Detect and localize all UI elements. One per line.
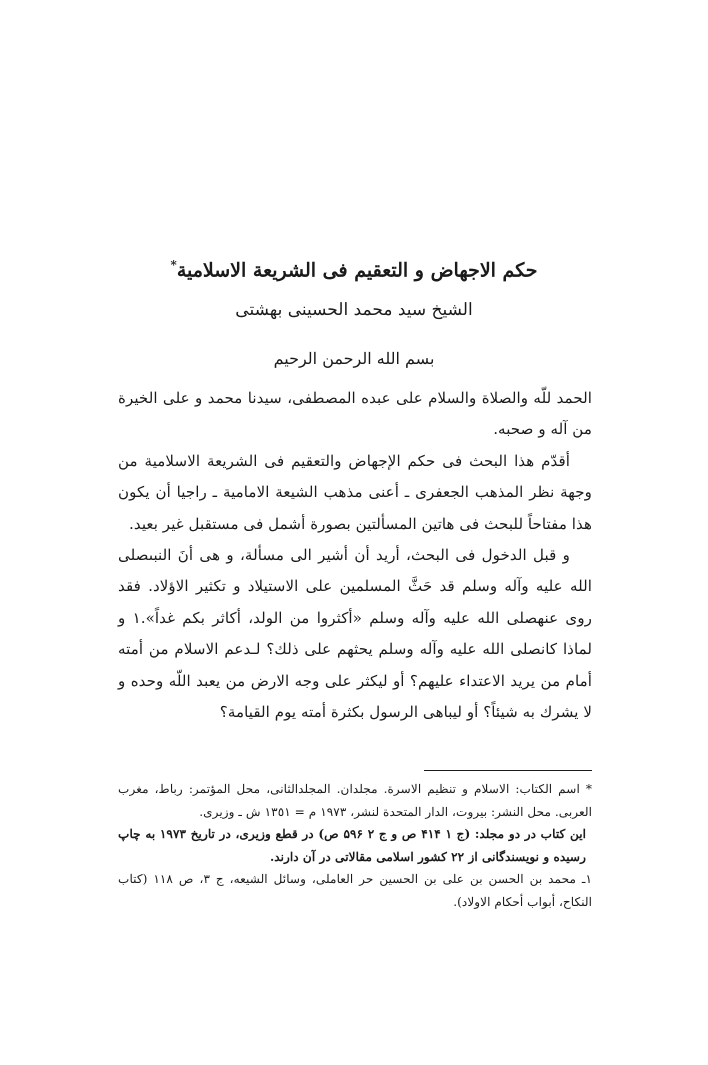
- footnotes: [118, 778, 592, 914]
- basmala: بسم الله الرحمن الرحيم: [273, 349, 435, 368]
- footnote-divider: [424, 770, 592, 771]
- title-text: حكم الاجهاض و التعقيم فى الشريعة الاسلامية: [176, 259, 538, 282]
- footnote: * اسم الكتاب: الاسلام و تنظيم الاسرة. مجلدان. المجلدالثانى، محل المؤتمر: رباط، مغرب العربى. محل النشر: بيروت، الدار المتحدة لنشر، ١٩٧٣ م = ١٣٥١ ش ـ وزيرى.: [118, 782, 592, 819]
- footnote: اين كتاب در دو مجلد: (ج ١ ۴١۴ ص و ج ٢ ۵٩۶ ص) در قطع وزيرى، در تاريخ ١٩٧٣ به چاپ رسيده و نويسندگانى از ٢٢ كشور اسلامى مقالاتى در آن دارند.: [118, 827, 587, 864]
- article-title: [120, 250, 588, 285]
- title-footnote-mark: *: [170, 258, 177, 272]
- author-name: الشيخ سيد محمد الحسينى بهشتى: [235, 300, 473, 320]
- article-body: [118, 383, 592, 728]
- paragraph: و قبل الدخول فى البحث، أريد أن أشير الى مسألة، و هى أنَ النبىصلى الله عليه وآله وسلم قد حَثَّ المسلمين على الاستيلاد و تكثير الاؤلاد. فقد روى عنهصلى الله عليه وآله وسلم «أكثروا من الولد، أكاثر بكم غداً».١ و لماذا كانصلى الله عليه وآله وسلم يحثهم على ذلك؟ لـدعم الاسلام من أمته أمام من يريد الاعتداء عليهم؟ أو ليكثر على وجه الارض من يعبد اللّه وحده و لا يشرك به شيئاً؟ أو ليباهى الرسول بكثرة أمته يوم القيامة؟: [118, 546, 592, 722]
- paragraph: أقدّم هذا البحث فى حكم الإجهاض والتعقيم فى الشريعة الاسلامية من وجهة نظر المذهب الجعفرى ـ أعنى مذهب الشيعة الامامية ـ راجيا أن يكون هذا مفتاحاً للبحث فى هاتين المسألتين بصورة أشمل فى مستقبل غير بعيد.: [118, 451, 592, 533]
- footnote: ١ـ محمد بن الحسن بن على بن الحسين حر العاملى، وسائل الشيعه، ج ٣، ص ١١٨ (كتاب النكاح، أبواب أحكام الاولاد).: [118, 872, 592, 909]
- paragraph: الحمد للّه والصلاة والسلام على عبده المصطفى، سيدنا محمد و على الخيرة من آله و صحبه.: [118, 389, 592, 439]
